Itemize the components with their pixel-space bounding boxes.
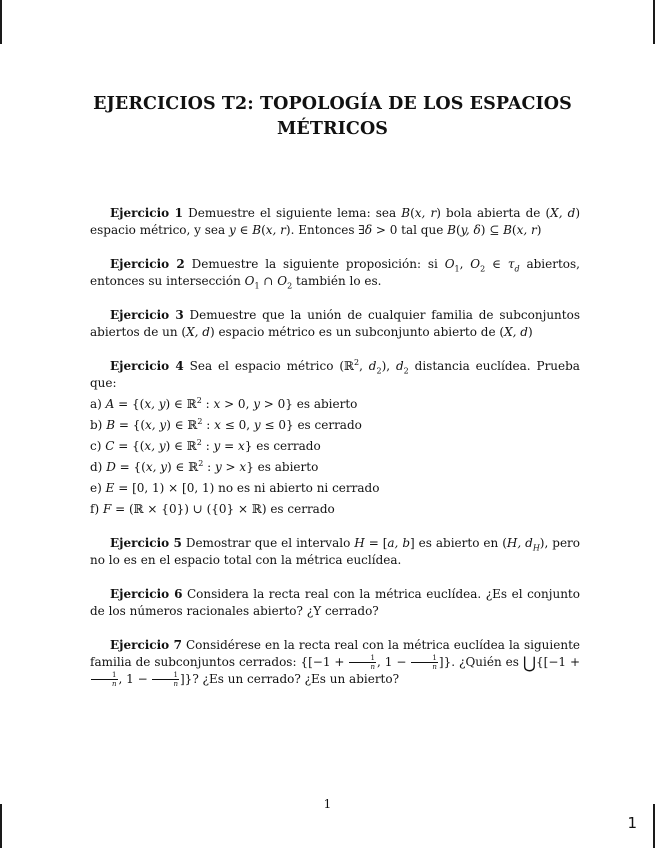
title-line-1: EJERCICIOS T2: TOPOLOGÍA DE LOS ESPACIOS (93, 94, 572, 114)
exercise-4 (90, 358, 580, 518)
exercise-4-item-f: f) F = (ℝ × {0}) ∪ ({0} × ℝ) es cerrado (90, 502, 335, 516)
exercise-label: Ejercicio 5 (110, 536, 182, 550)
exercise-4-item-c: c) C = {(x, y) ∈ ℝ$^2$ : y = x} es cerrado (90, 438, 321, 453)
exercise-3: Ejercicio 3 Demuestre que la unión de cualquier familia de subconjuntos abiertos de un (X, d) espacio métrico es un subconjunto abierto de (X, d) (90, 308, 580, 339)
exercise-label: Ejercicio 4 (110, 359, 184, 373)
exercise-5: Ejercicio 5 Demostrar que el intervalo H = [a, b] es abierto en (H, $d_H$), pero no lo es en el espacio total con la métrica euclídea. (90, 536, 581, 567)
exercise-7: Ejercicio 7 Considérese en la recta real con la métrica euclídea la siguiente familia de subconjuntos cerrados: {[−1 + $\frac{1}{n}$ , 1 − $\frac{1}{n}$ ]}. ¿Quién es ⋃{[−1 + $\frac{1}{n}$ , 1 − $\frac{1}{n}$ ]}? ¿Es un cerrado? ¿Es un abierto? (90, 638, 581, 688)
exercise-label: Ejercicio 7 (110, 638, 182, 652)
exercise-label: Ejercicio 1 (110, 206, 183, 220)
page-number: 1 (323, 797, 332, 811)
title-line-2: MÉTRICOS (276, 119, 389, 139)
exercise-label: Ejercicio 2 (110, 257, 185, 271)
corner-page-number: 1 (627, 814, 637, 832)
exercise-4-statement: Ejercicio 4 Sea el espacio métrico (ℝ$^2$, $d_2$), $d_2$ distancia euclídea. Prueba que: (90, 358, 580, 390)
exercise-4-item-e: e) E = [0, 1) × [0, 1) no es ni abierto ni cerrado (90, 481, 380, 495)
exercise-4-item-a: a) A = {(x, y) ∈ ℝ$^2$ : x > 0, y > 0} es abierto (90, 396, 358, 411)
exercise-1: Ejercicio 1 Demuestre el siguiente lema: sea B(x, r) bola abierta de (X, d) espacio métrico, y sea y ∈ B(x, r). Entonces ∃δ > 0 tal que B(y, δ) ⊆ B(x, r) (90, 206, 580, 237)
exercise-list (90, 205, 580, 705)
crop-mark-top-left (0, 0, 2, 44)
exercise-4-item-d: d) D = {(x, y) ∈ ℝ$^2$ : y > x} es abierto (90, 459, 319, 474)
exercise-6: Ejercicio 6 Considera la recta real con la métrica euclídea. ¿Es el conjunto de los números racionales abierto? ¿Y cerrado? (90, 587, 580, 618)
exercise-label: Ejercicio 6 (110, 587, 183, 601)
document-title (80, 92, 585, 142)
exercise-4-item-b: b) B = {(x, y) ∈ ℝ$^2$ : x ≤ 0, y ≤ 0} es cerrado (90, 417, 362, 432)
exercise-2: Ejercicio 2 Demuestre la siguiente proposición: si $O_1$, $O_2$ ∈ $\tau_d$ abiertos, entonces su intersección $O_1$ ∩ $O_2$ también lo es. (90, 257, 580, 291)
exercise-label: Ejercicio 3 (110, 308, 184, 322)
